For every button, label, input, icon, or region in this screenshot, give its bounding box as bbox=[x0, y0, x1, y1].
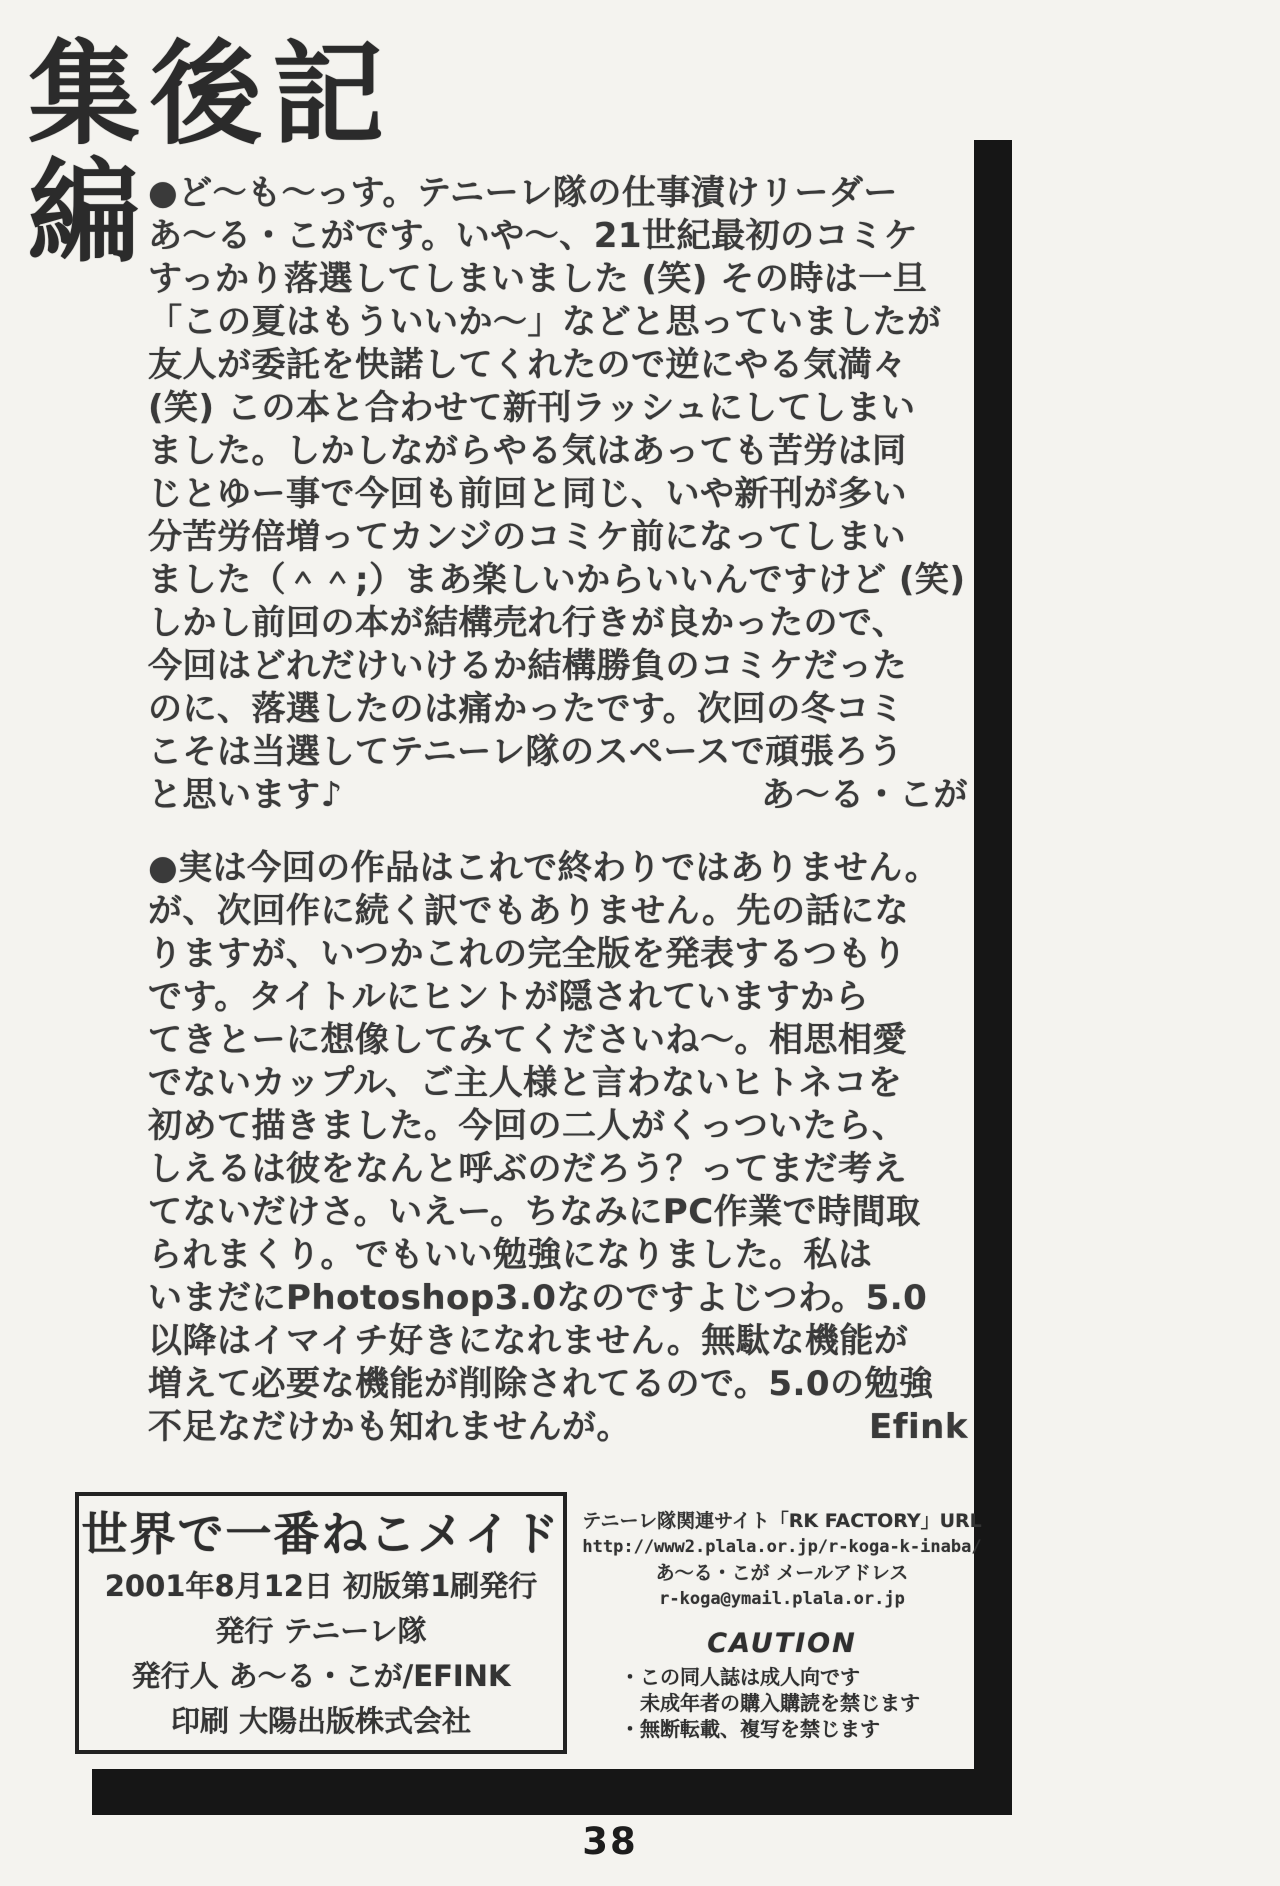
afterword-text-line: すっかり落選してしまいました (笑) その時は一旦 bbox=[148, 259, 928, 299]
caution-item: ・この同人誌は成人向です bbox=[620, 1665, 860, 1689]
afterword-text-line: てきとーに想像してみてくださいね〜。相思相愛 bbox=[148, 1020, 907, 1060]
afterword-text-line: あ〜る・こがです。いや〜、21世紀最初のコミケ bbox=[148, 216, 919, 256]
site-url: http://www2.plala.or.jp/r-koga-k-inaba/ bbox=[582, 1537, 982, 1557]
afterword-text-line: ました。しかしながらやる気はあっても苦労は同 bbox=[148, 431, 907, 471]
afterword-text-line: 初めて描きました。今回の二人がくっついたら、 bbox=[148, 1106, 907, 1146]
site-label: テニーレ隊関連サイト「RK FACTORY」URL bbox=[582, 1510, 982, 1532]
afterword-text-line: ました（＾＾;）まあ楽しいからいいんですけど (笑) bbox=[148, 560, 966, 600]
afterword-text-line: のに、落選したのは痛かったです。次回の冬コミ bbox=[148, 689, 905, 729]
afterword-text-line: てないだけさ。いえー。ちなみにPC作業で時間取 bbox=[148, 1192, 921, 1232]
afterword-text-line: りますが、いつかこれの完全版を発表するつもり bbox=[148, 934, 907, 974]
circle-signature: Efink bbox=[869, 1407, 968, 1447]
paragraph-1-last-row bbox=[148, 774, 968, 817]
afterword-text-line: (笑) この本と合わせて新刊ラッシュにしてしまい bbox=[148, 388, 916, 428]
afterword-text-line: ●ど〜も〜っす。テニーレ隊の仕事漬けリーダー bbox=[148, 173, 898, 213]
caution-item: ・無断転載、複写を禁じます bbox=[620, 1717, 880, 1741]
caution-heading: CAUTION bbox=[707, 1628, 857, 1659]
afterword-text-line: いまだにPhotoshop3.0なのですよじつわ。5.0 bbox=[148, 1278, 928, 1318]
caution-item: 未成年者の購入購読を禁じます bbox=[620, 1691, 920, 1715]
caution-block bbox=[582, 1628, 982, 1742]
title-line-1: 集後記 bbox=[28, 29, 394, 160]
afterword-text-line: 不足なだけかも知れませんが。 bbox=[148, 1407, 631, 1447]
afterword-text-line: 今回はどれだけいけるか結構勝負のコミケだった bbox=[148, 646, 907, 686]
book-title: 世界で一番ねこメイド bbox=[81, 1507, 561, 1561]
colophon-box bbox=[75, 1492, 567, 1754]
afterword-text-line: しえるは彼をなんと呼ぶのだろう？ってまだ考え bbox=[148, 1149, 907, 1189]
colophon-line: 印刷 大陽出版株式会社 bbox=[170, 1704, 472, 1738]
afterword-text-line: 増えて必要な機能が削除されてるので。5.0の勉強 bbox=[148, 1364, 934, 1404]
title-line-2: 編 bbox=[28, 147, 150, 278]
page-number: 38 bbox=[582, 1820, 638, 1863]
caution-items bbox=[582, 1664, 982, 1742]
bottom-black-bar bbox=[92, 1769, 1012, 1815]
author-signature: あ〜る・こが bbox=[761, 775, 968, 815]
afterword-text-line: しかし前回の本が結構売れ行きが良かったので、 bbox=[148, 603, 907, 643]
afterword-text-line: 分苦労倍増ってカンジのコミケ前になってしまい bbox=[148, 517, 907, 557]
colophon-line: 発行人 あ〜る・こが/EFINK bbox=[131, 1659, 511, 1693]
afterword-text-line: 「この夏はもういいか〜」などと思っていましたが bbox=[148, 302, 942, 342]
afterword-text-line: られまくり。でもいい勉強になりました。私は bbox=[148, 1235, 873, 1275]
afterword-text-line: 友人が委託を快諾してくれたので逆にやる気満々 bbox=[148, 345, 907, 385]
afterword-text-line: と思います♪ bbox=[148, 775, 343, 815]
paragraph-2 bbox=[148, 847, 968, 1406]
afterword-text-line: じとゆー事で今回も前回と同じ、いや新刊が多い bbox=[148, 474, 907, 514]
paragraph-gap bbox=[148, 817, 968, 847]
afterword-text-line: ●実は今回の作品はこれで終わりではありません。 bbox=[148, 848, 940, 888]
afterword-text-line: です。タイトルにヒントが隠されていますから bbox=[148, 977, 870, 1017]
afterword-text-line: 以降はイマイチ好きになれません。無駄な機能が bbox=[148, 1321, 909, 1361]
paragraph-2-last-row bbox=[148, 1406, 968, 1449]
colophon-line: 2001年8月12日 初版第1刷発行 bbox=[104, 1569, 538, 1603]
afterword-text-line: が、次回作に続く訳でもありません。先の話にな bbox=[148, 891, 910, 931]
mail-label: あ〜る・こが メールアドレス bbox=[655, 1562, 909, 1584]
colophon-line: 発行 テニーレ隊 bbox=[215, 1614, 427, 1648]
paragraph-1 bbox=[148, 172, 968, 774]
colophon-lines bbox=[79, 1564, 563, 1744]
contact-block bbox=[582, 1508, 982, 1612]
afterword-text-line: でないカップル、ご主人様と言わないヒトネコを bbox=[148, 1063, 903, 1103]
mail-address: r-koga@ymail.plala.or.jp bbox=[659, 1589, 905, 1609]
afterword-body bbox=[148, 172, 968, 1449]
afterword-text-line: こそは当選してテニーレ隊のスペースで頑張ろう bbox=[148, 732, 904, 772]
